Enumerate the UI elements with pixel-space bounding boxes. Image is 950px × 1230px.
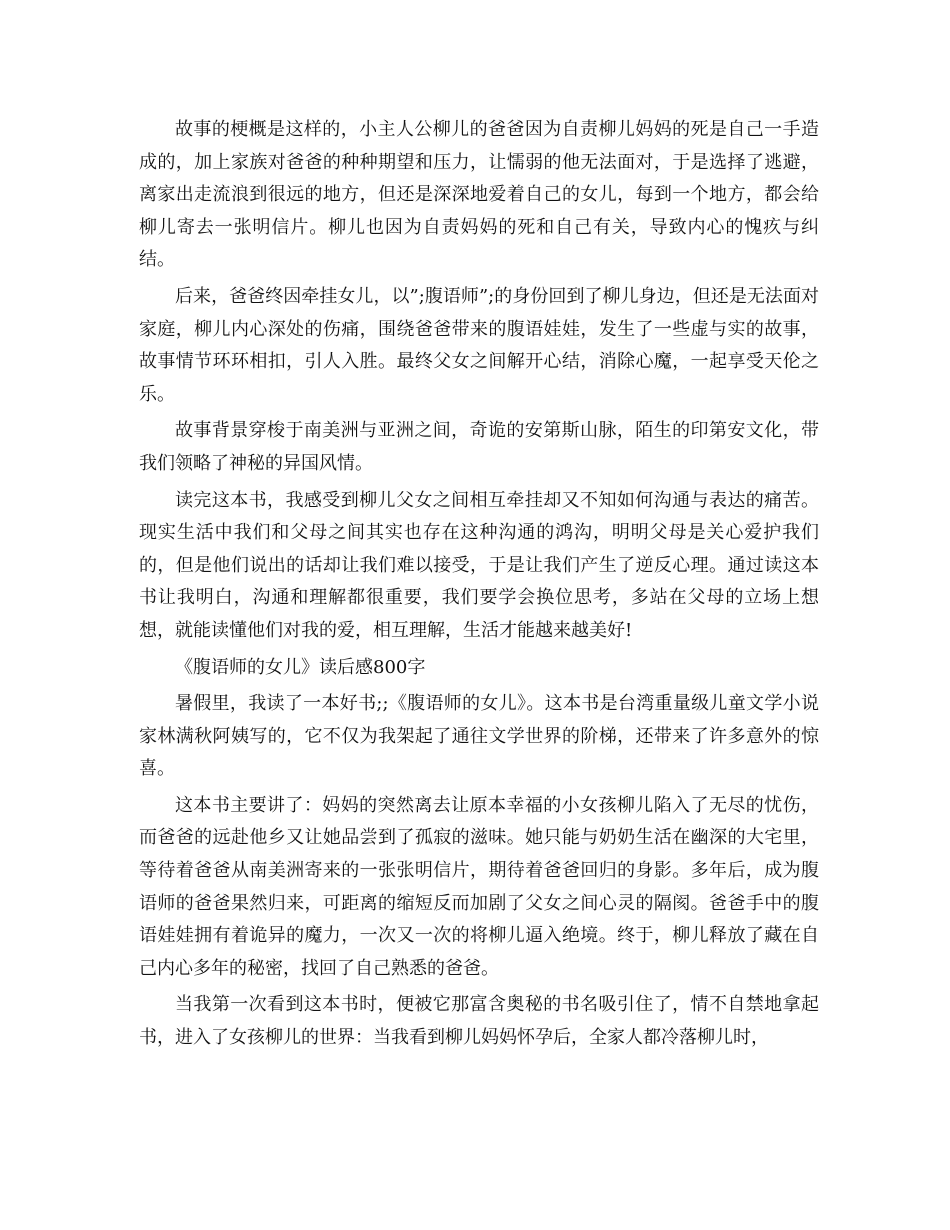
paragraph-6: 这本书主要讲了：妈妈的突然离去让原本幸福的小女孩柳儿陷入了无尽的忧伤，而爸爸的远赴他乡又让她品尝到了孤寂的滋味。她只能与奶奶生活在幽深的大宅里，等待着爸爸从南美洲寄来的一张张明信片，期待着爸爸回归的身影。多年后，成为腹语师的爸爸果然归来，可距离的缩短反而加剧了父女之间心灵的隔阂。爸爸手中的腹语娃娃拥有着诡异的魔力，一次又一次的将柳儿逼入绝境。终于，柳儿释放了藏在自己内心多年的秘密，找回了自己熟悉的爸爸。 [139,794,819,979]
paragraph-2: 后来，爸爸终因牵挂女儿，以”;腹语师”;的身份回到了柳儿身边，但还是无法面对家庭，柳儿内心深处的伤痛，围绕爸爸带来的腹语娃娃，发生了一些虚与实的故事，故事情节环环相扣，引人入胜。最终父女之间解开心结，消除心魔，一起享受天伦之乐。 [139,285,819,405]
paragraph-1: 故事的梗概是这样的，小主人公柳儿的爸爸因为自责柳儿妈妈的死是自己一手造成的，加上家族对爸爸的种种期望和压力，让懦弱的他无法面对，于是选择了逃避，离家出走流浪到很远的地方，但还是深深地爱着自己的女儿，每到一个地方，都会给柳儿寄去一张明信片。柳儿也因为自责妈妈的死和自己有关，导致内心的愧疚与纠结。 [139,119,819,271]
paragraph-4: 读完这本书，我感受到柳儿父女之间相互牵挂却又不知如何沟通与表达的痛苦。现实生活中我们和父母之间其实也存在这种沟通的鸿沟，明明父母是关心爱护我们的，但是他们说出的话却让我们难以接受，于是让我们产生了逆反心理。通过读这本书让我明白，沟通和理解都很重要，我们要学会换位思考，多站在父母的立场上想想，就能读懂他们对我的爱，相互理解，生活才能越来越美好! [139,489,819,641]
paragraph-3: 故事背景穿梭于南美洲与亚洲之间，奇诡的安第斯山脉，陌生的印第安文化，带我们领略了神秘的异国风情。 [139,420,819,474]
paragraph-7: 当我第一次看到这本书时，便被它那富含奥秘的书名吸引住了，情不自禁地拿起书，进入了女孩柳儿的世界：当我看到柳儿妈妈怀孕后，全家人都冷落柳儿时， [139,994,819,1049]
paragraph-5: 暑假里，我读了一本好书;;《腹语师的女儿》。这本书是台湾重量级儿童文学小说家林满秋阿姨写的，它不仅为我架起了通往文学世界的阶梯，还带来了许多意外的惊喜。 [139,693,819,780]
document-body [139,114,819,1059]
section-heading: 《腹语师的女儿》读后感800字 [175,656,426,678]
